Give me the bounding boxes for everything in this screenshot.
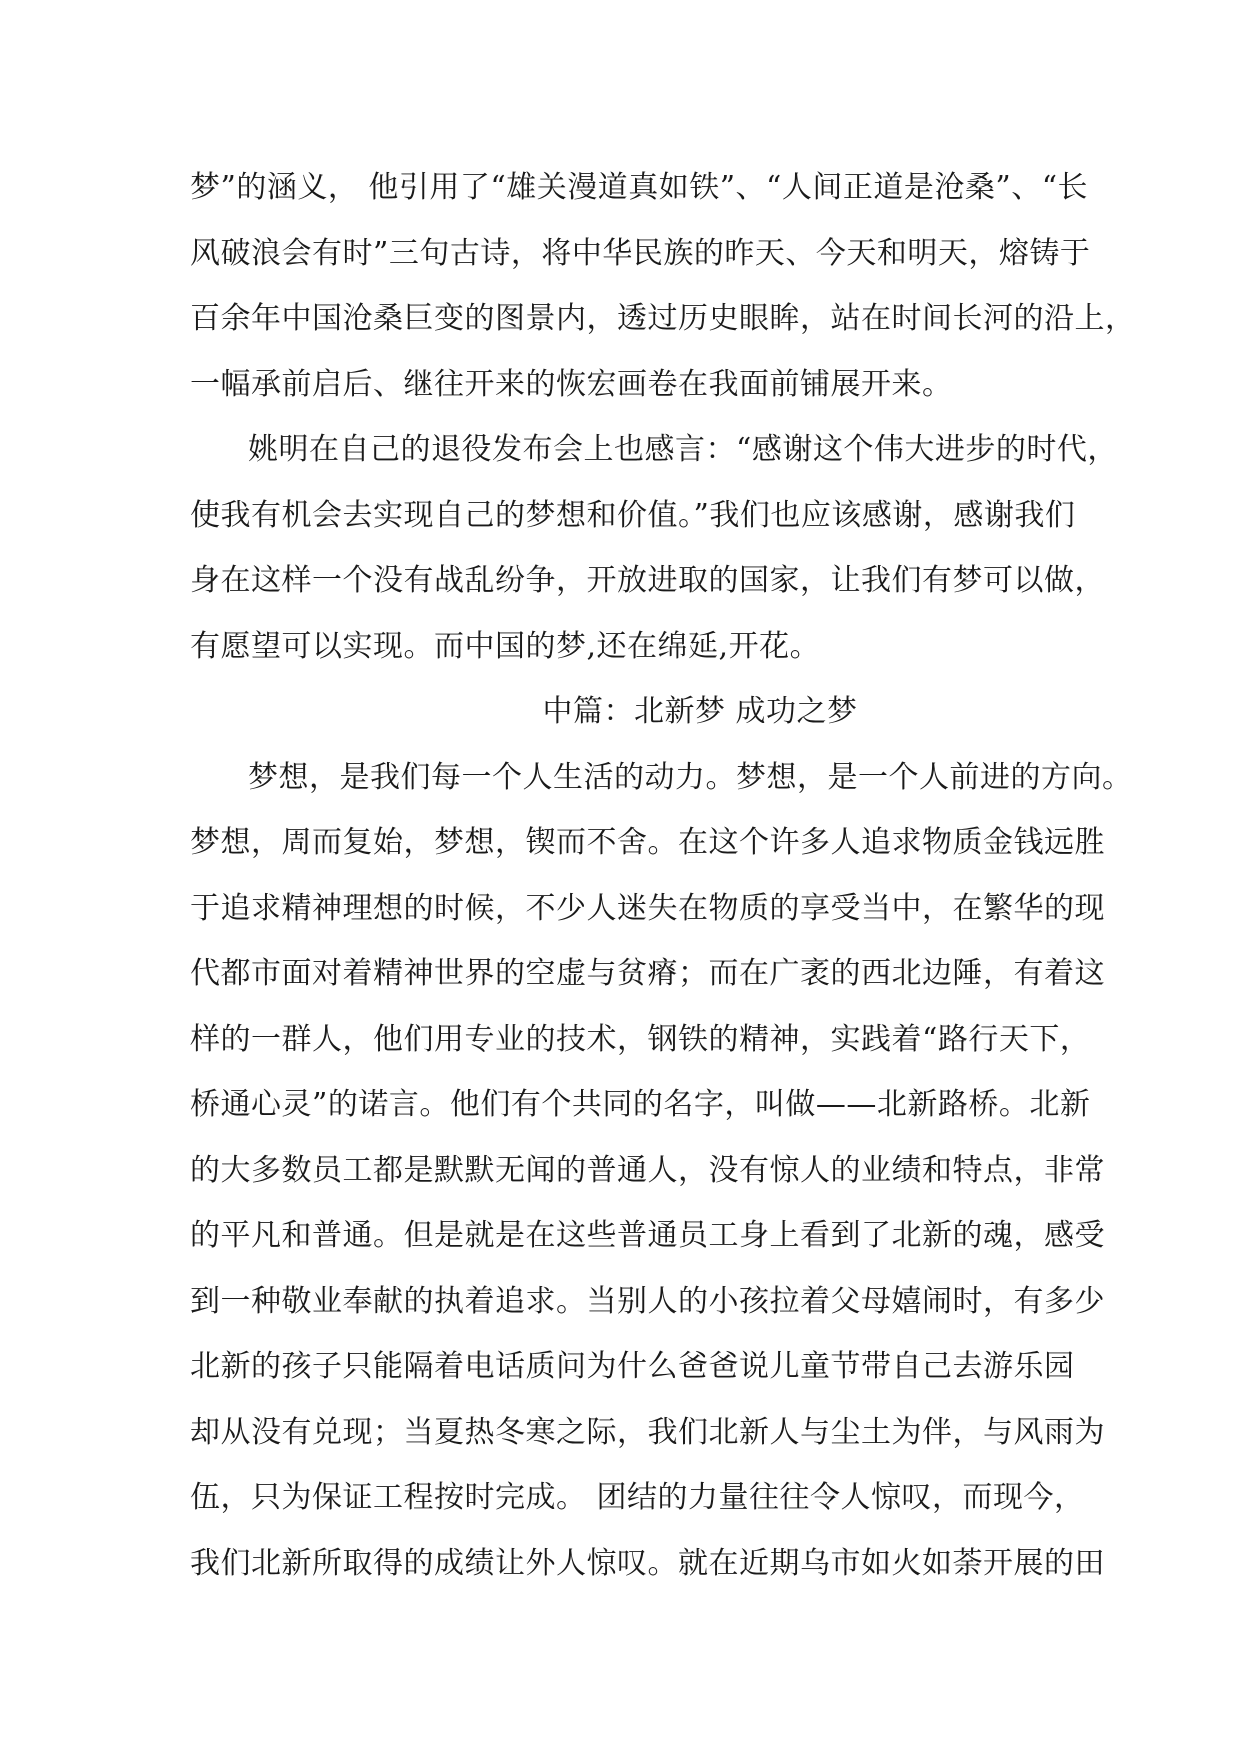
text-line: 我们北新所取得的成绩让外人惊叹。就在近期乌市如火如荼开展的田 bbox=[190, 1545, 1105, 1581]
text-line: 伍，只为保证工程按时完成。 团结的力量往往令人惊叹，而现今， bbox=[190, 1480, 1085, 1515]
text-line: 梦想，是我们每一个人生活的动力。梦想，是一个人前进的方向。 bbox=[248, 759, 1133, 795]
text-line: 一幅承前启后、继往开来的恢宏画卷在我面前铺展开来。 bbox=[190, 366, 953, 402]
text-line: 姚明在自己的退役发布会上也感言：“感谢这个伟大进步的时代， bbox=[248, 432, 1118, 467]
text-line: 身在这样一个没有战乱纷争，开放进取的国家，让我们有梦可以做， bbox=[190, 563, 1105, 598]
text-line: 的大多数员工都是默默无闻的普通人，没有惊人的业绩和特点，非常 bbox=[190, 1152, 1105, 1188]
text-line: 的平凡和普通。但是就是在这些普通员工身上看到了北新的魂，感受 bbox=[190, 1218, 1105, 1253]
text-line: 样的一群人，他们用专业的技术，钢铁的精神，实践着“路行天下， bbox=[190, 1021, 1091, 1057]
text-line: 于追求精神理想的时候，不少人迷失在物质的享受当中，在繁华的现 bbox=[190, 890, 1105, 926]
text-line: 北新的孩子只能隔着电话质问为什么爸爸说儿童节带自己去游乐园 bbox=[190, 1349, 1075, 1384]
text-line: 风破浪会有时”三句古诗，将中华民族的昨天、今天和明天，熔铸于 bbox=[190, 235, 1091, 271]
body-text bbox=[190, 155, 1136, 1596]
text-line: 使我有机会去实现自己的梦想和价值。”我们也应该感谢，感谢我们 bbox=[190, 497, 1076, 533]
section-heading: 中篇：北新梦 成功之梦 bbox=[542, 694, 858, 729]
text-line: 却从没有兑现；当夏热冬寒之际，我们北新人与尘土为伴，与风雨为 bbox=[190, 1414, 1105, 1450]
text-line: 百余年中国沧桑巨变的图景内，透过历史眼眸，站在时间长河的沿上， bbox=[190, 301, 1136, 336]
text-line: 桥通心灵”的诺言。他们有个共同的名字，叫做——北新路桥。北新 bbox=[190, 1087, 1091, 1122]
text-line: 到一种敬业奉献的执着追求。当别人的小孩拉着父母嬉闹时，有多少 bbox=[190, 1283, 1105, 1319]
text-line: 梦”的涵义， 他引用了“雄关漫道真如铁”、“人间正道是沧桑”、“长 bbox=[190, 170, 1089, 205]
text-line: 代都市面对着精神世界的空虚与贫瘠；而在广袤的西北边陲，有着这 bbox=[190, 956, 1105, 991]
text-line: 梦想，周而复始，梦想，锲而不舍。在这个许多人追求物质金钱远胜 bbox=[190, 825, 1105, 860]
text-line: 有愿望可以实现。而中国的梦,还在绵延,开花。 bbox=[190, 628, 821, 664]
